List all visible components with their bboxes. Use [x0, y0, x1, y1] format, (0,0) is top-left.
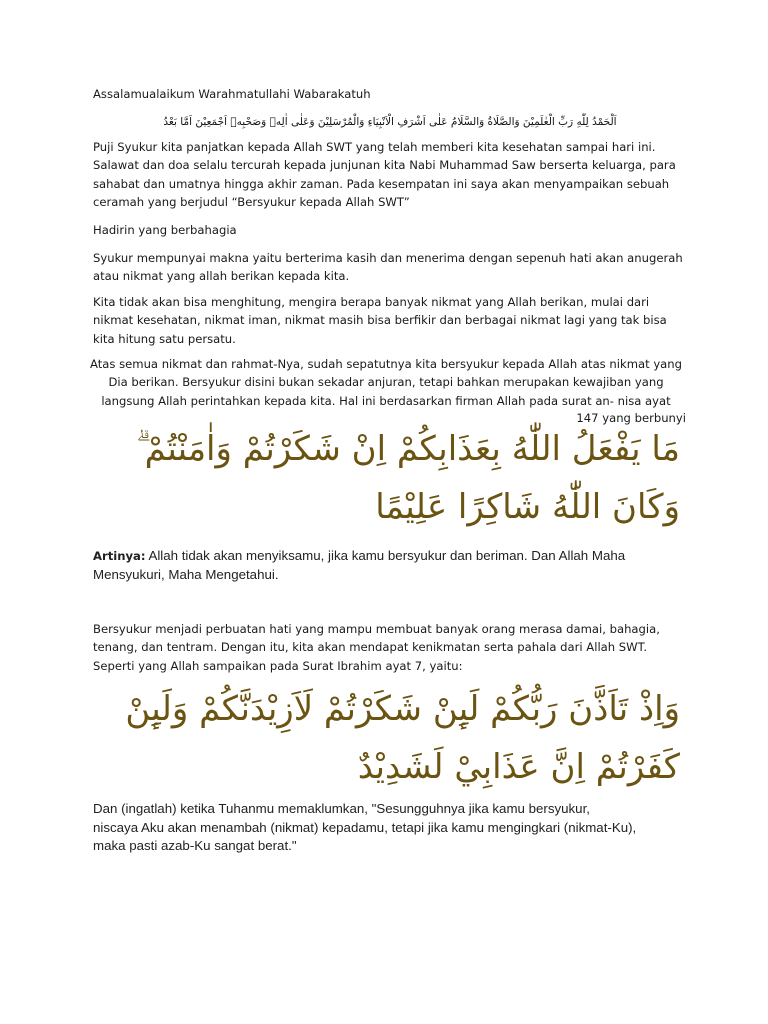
- translation-line: Dan (ingatlah) ketika Tuhanmu memaklumkan, "Sesungguhnya jika kamu bersyukur,: [93, 801, 590, 816]
- ayat-reference: 147 yang berbunyi: [576, 411, 686, 425]
- bersyukur-hati-paragraph: [93, 620, 693, 675]
- translation-line: Mensyukuri, Maha Mengetahui.: [93, 566, 279, 582]
- intro-line: Salawat dan doa selalu tercurah kepada junjunan kita Nabi Muhammad Saw berserta keluarga, para: [93, 158, 676, 173]
- nikmat-paragraph: [93, 293, 693, 348]
- opening-arabic: اَلْحَمْدُ لِلّٰهِ رَبِّ الْعٰلَمِيْنَ وَالصَّلَاةُ وَالسَّلَامُ عَلٰى اَشْرَفِ الْاَنْبِيَاءِ وَالْمُرْسَلِيْنَ وَعَلٰى اٰلِهٖ وَصَحْبِهٖ اَجْمَعِيْنَ اَمَّا بَعْدُ: [163, 116, 617, 128]
- bersyukur-line: Seperti yang Allah sampaikan pada Surat Ibrahim ayat 7, yaitu:: [93, 658, 463, 673]
- bersyukur-line: Bersyukur menjadi perbuatan hati yang mampu membuat banyak orang merasa damai, bahagia,: [93, 622, 660, 636]
- verse-line: كَفَرْتُمْ اِنَّ عَذَابِيْ لَشَدِيْدٌ: [357, 747, 680, 787]
- nikmat-line: nikmat kesehatan, nikmat iman, nikmat masih bisa berfikir dan berbagai nikmat lagi yang tak bisa: [93, 313, 667, 328]
- atas-semua-line: langsung Allah perintahkan kepada kita. Hal ini berdasarkan firman Allah pada surat an- nisa ayat: [101, 393, 671, 408]
- verse-line: وَكَانَ اللّٰهُ شَاكِرًا عَلِيْمًا: [375, 487, 680, 527]
- translation-line: niscaya Aku akan menambah (nikmat) kepadamu, tetapi jika kamu mengingkari (nikmat-Ku),: [93, 819, 637, 835]
- greeting: Assalamualaikum Warahmatullahi Wabarakatuh: [93, 87, 371, 101]
- atas-semua-line: Atas semua nikmat dan rahmat-Nya, sudah sepatutnya kita bersyukur kepada Allah atas nikmat yang: [90, 357, 682, 371]
- verse-ibrahim-7: [90, 680, 680, 796]
- intro-line: ceramah yang berjudul “Bersyukur kepada Allah SWT”: [93, 195, 410, 210]
- verse-an-nisa-147: [90, 420, 680, 536]
- syukur-line: atau nikmat yang allah berikan kepada kita.: [93, 269, 350, 284]
- verse-line: مَا يَفْعَلُ اللّٰهُ بِعَذَابِكُمْ اِنْ شَكَرْتُمْ وَاٰمَنْتُمْ ۗ: [136, 429, 680, 469]
- intro-paragraph: [93, 138, 693, 212]
- intro-line: sahabat dan umatnya hingga akhir zaman. Pada kesempatan ini saya akan menyampaikan sebuah: [93, 176, 670, 191]
- atas-semua-paragraph: [90, 355, 682, 410]
- verse-line: وَاِذْ تَاَذَّنَ رَبُّكُمْ لَىِٕنْ شَكَرْتُمْ لَاَزِيْدَنَّكُمْ وَلَىِٕنْ: [125, 689, 680, 729]
- syukur-line: Syukur mempunyai makna yaitu berterima kasih dan menerima dengan sepenuh hati akan anugerah: [93, 251, 683, 265]
- atas-semua-line: Dia berikan. Bersyukur disini bukan sekadar anjuran, tetapi bahkan merupakan kewajiban yang: [108, 375, 664, 390]
- translation-line: maka pasti azab-Ku sangat berat.": [93, 838, 297, 854]
- bersyukur-line: tenang, dan tentram. Dengan itu, kita akan mendapat kenikmatan serta pahala dari Allah SWT.: [93, 640, 648, 655]
- translation-an-nisa: [93, 547, 693, 584]
- hadirin-heading: Hadirin yang berbahagia: [93, 223, 237, 237]
- nikmat-line: kita hitung satu persatu.: [93, 331, 236, 346]
- translation-ibrahim: [93, 800, 693, 856]
- intro-line: Puji Syukur kita panjatkan kepada Allah SWT yang telah memberi kita kesehatan sampai hari ini.: [93, 140, 656, 154]
- translation-label: Artinya:: [93, 549, 146, 563]
- nikmat-line: Kita tidak akan bisa menghitung, mengira berapa banyak nikmat yang Allah berikan, mulai dari: [93, 295, 650, 309]
- translation-line: Allah tidak akan menyiksamu, jika kamu bersyukur dan beriman. Dan Allah Maha: [148, 548, 626, 563]
- syukur-meaning-paragraph: [93, 249, 693, 286]
